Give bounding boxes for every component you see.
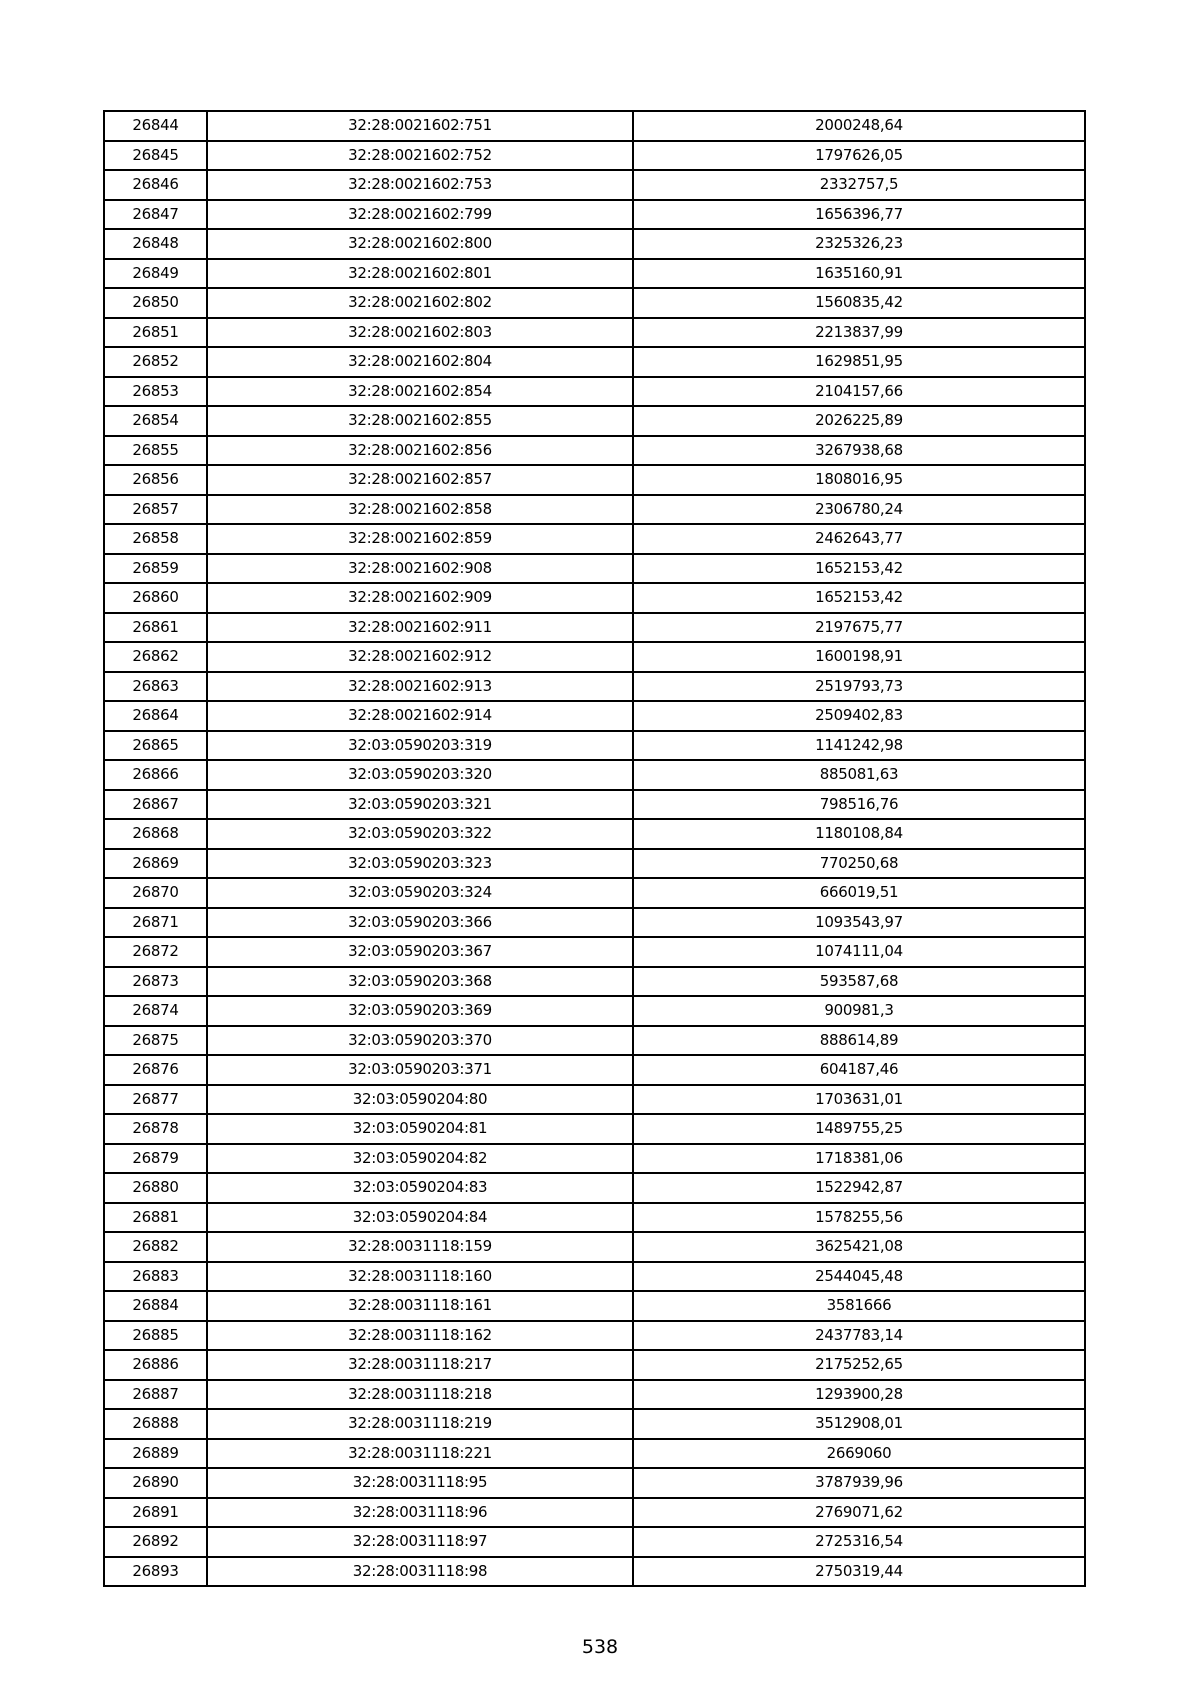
row-number-cell: 26886 [104, 1350, 207, 1380]
row-number-cell: 26870 [104, 878, 207, 908]
cadastral-number-cell: 32:28:0021602:804 [207, 347, 633, 377]
cadastral-value-cell: 1718381,06 [633, 1144, 1085, 1174]
table-row [104, 1527, 1085, 1557]
cadastral-value-cell: 2725316,54 [633, 1527, 1085, 1557]
table-row [104, 937, 1085, 967]
cadastral-value-cell: 2197675,77 [633, 613, 1085, 643]
table-row [104, 967, 1085, 997]
cadastral-value-cell: 1578255,56 [633, 1203, 1085, 1233]
cadastral-value-cell: 1141242,98 [633, 731, 1085, 761]
row-number-cell: 26877 [104, 1085, 207, 1115]
cadastral-value-cell: 2669060 [633, 1439, 1085, 1469]
row-number-cell: 26848 [104, 229, 207, 259]
table-row [104, 1055, 1085, 1085]
cadastral-number-cell: 32:28:0021602:801 [207, 259, 633, 289]
cadastral-value-cell: 1293900,28 [633, 1380, 1085, 1410]
cadastral-value-cell: 2769071,62 [633, 1498, 1085, 1528]
cadastral-value-cell: 3267938,68 [633, 436, 1085, 466]
table-row [104, 259, 1085, 289]
row-number-cell: 26855 [104, 436, 207, 466]
cadastral-number-cell: 32:28:0021602:909 [207, 583, 633, 613]
table-row [104, 288, 1085, 318]
table-row [104, 1350, 1085, 1380]
cadastral-number-cell: 32:28:0021602:800 [207, 229, 633, 259]
cadastral-value-cell: 2544045,48 [633, 1262, 1085, 1292]
table-row [104, 790, 1085, 820]
row-number-cell: 26851 [104, 318, 207, 348]
cadastral-number-cell: 32:28:0021602:914 [207, 701, 633, 731]
row-number-cell: 26852 [104, 347, 207, 377]
cadastral-value-cell: 2213837,99 [633, 318, 1085, 348]
cadastral-number-cell: 32:03:0590203:324 [207, 878, 633, 908]
cadastral-number-cell: 32:28:0031118:219 [207, 1409, 633, 1439]
row-number-cell: 26853 [104, 377, 207, 407]
cadastral-value-cell: 1093543,97 [633, 908, 1085, 938]
cadastral-number-cell: 32:28:0021602:858 [207, 495, 633, 525]
cadastral-value-cell: 1656396,77 [633, 200, 1085, 230]
table-row [104, 1173, 1085, 1203]
table-row [104, 760, 1085, 790]
cadastral-value-cell: 1522942,87 [633, 1173, 1085, 1203]
cadastral-number-cell: 32:03:0590203:323 [207, 849, 633, 879]
cadastral-number-cell: 32:28:0021602:803 [207, 318, 633, 348]
table-row [104, 229, 1085, 259]
cadastral-number-cell: 32:03:0590204:81 [207, 1114, 633, 1144]
table-row [104, 878, 1085, 908]
cadastral-number-cell: 32:28:0021602:911 [207, 613, 633, 643]
cadastral-value-cell: 2306780,24 [633, 495, 1085, 525]
cadastral-value-cell: 2332757,5 [633, 170, 1085, 200]
cadastral-number-cell: 32:28:0031118:161 [207, 1291, 633, 1321]
table-row [104, 495, 1085, 525]
cadastral-value-cell: 1652153,42 [633, 583, 1085, 613]
table-row [104, 1144, 1085, 1174]
row-number-cell: 26844 [104, 111, 207, 141]
cadastral-value-cell: 3787939,96 [633, 1468, 1085, 1498]
table-row [104, 406, 1085, 436]
table-row [104, 672, 1085, 702]
cadastral-number-cell: 32:03:0590204:83 [207, 1173, 633, 1203]
row-number-cell: 26875 [104, 1026, 207, 1056]
cadastral-number-cell: 32:28:0031118:97 [207, 1527, 633, 1557]
cadastral-number-cell: 32:03:0590204:80 [207, 1085, 633, 1115]
table-row [104, 642, 1085, 672]
cadastral-number-cell: 32:03:0590203:321 [207, 790, 633, 820]
cadastral-number-cell: 32:28:0031118:221 [207, 1439, 633, 1469]
cadastral-value-cell: 2509402,83 [633, 701, 1085, 731]
cadastral-value-cell: 2437783,14 [633, 1321, 1085, 1351]
cadastral-number-cell: 32:28:0021602:859 [207, 524, 633, 554]
cadastral-value-cell: 2325326,23 [633, 229, 1085, 259]
row-number-cell: 26893 [104, 1557, 207, 1587]
page-number: 538 [581, 1636, 619, 1658]
row-number-cell: 26873 [104, 967, 207, 997]
cadastral-number-cell: 32:28:0021602:856 [207, 436, 633, 466]
table-row [104, 1232, 1085, 1262]
cadastral-value-cell: 2000248,64 [633, 111, 1085, 141]
cadastral-value-cell: 1560835,42 [633, 288, 1085, 318]
cadastral-number-cell: 32:28:0021602:854 [207, 377, 633, 407]
row-number-cell: 26871 [104, 908, 207, 938]
row-number-cell: 26856 [104, 465, 207, 495]
row-number-cell: 26857 [104, 495, 207, 525]
cadastral-value-cell: 885081,63 [633, 760, 1085, 790]
row-number-cell: 26887 [104, 1380, 207, 1410]
table-row [104, 347, 1085, 377]
table-body [104, 111, 1085, 1586]
cadastral-value-cell: 593587,68 [633, 967, 1085, 997]
cadastral-value-table [103, 110, 1086, 1587]
row-number-cell: 26863 [104, 672, 207, 702]
cadastral-value-cell: 798516,76 [633, 790, 1085, 820]
row-number-cell: 26881 [104, 1203, 207, 1233]
table-row [104, 731, 1085, 761]
table-row [104, 554, 1085, 584]
row-number-cell: 26879 [104, 1144, 207, 1174]
row-number-cell: 26858 [104, 524, 207, 554]
cadastral-value-cell: 1629851,95 [633, 347, 1085, 377]
table-row [104, 996, 1085, 1026]
row-number-cell: 26890 [104, 1468, 207, 1498]
cadastral-value-cell: 1797626,05 [633, 141, 1085, 171]
cadastral-value-cell: 1703631,01 [633, 1085, 1085, 1115]
cadastral-number-cell: 32:28:0031118:160 [207, 1262, 633, 1292]
cadastral-value-cell: 1180108,84 [633, 819, 1085, 849]
table-row [104, 1380, 1085, 1410]
table-row [104, 318, 1085, 348]
table-row [104, 436, 1085, 466]
row-number-cell: 26867 [104, 790, 207, 820]
row-number-cell: 26862 [104, 642, 207, 672]
table-row [104, 111, 1085, 141]
row-number-cell: 26878 [104, 1114, 207, 1144]
row-number-cell: 26868 [104, 819, 207, 849]
cadastral-value-cell: 604187,46 [633, 1055, 1085, 1085]
cadastral-value-cell: 2462643,77 [633, 524, 1085, 554]
cadastral-number-cell: 32:28:0021602:799 [207, 200, 633, 230]
table-row [104, 170, 1085, 200]
table-row [104, 524, 1085, 554]
row-number-cell: 26865 [104, 731, 207, 761]
row-number-cell: 26850 [104, 288, 207, 318]
cadastral-number-cell: 32:28:0031118:217 [207, 1350, 633, 1380]
row-number-cell: 26885 [104, 1321, 207, 1351]
row-number-cell: 26891 [104, 1498, 207, 1528]
cadastral-number-cell: 32:28:0021602:857 [207, 465, 633, 495]
table-row [104, 1468, 1085, 1498]
row-number-cell: 26874 [104, 996, 207, 1026]
row-number-cell: 26880 [104, 1173, 207, 1203]
row-number-cell: 26883 [104, 1262, 207, 1292]
cadastral-number-cell: 32:03:0590203:320 [207, 760, 633, 790]
cadastral-number-cell: 32:28:0021602:802 [207, 288, 633, 318]
table-row [104, 200, 1085, 230]
row-number-cell: 26869 [104, 849, 207, 879]
table-row [104, 1085, 1085, 1115]
table-row [104, 1291, 1085, 1321]
row-number-cell: 26846 [104, 170, 207, 200]
cadastral-number-cell: 32:28:0031118:96 [207, 1498, 633, 1528]
cadastral-value-cell: 888614,89 [633, 1026, 1085, 1056]
table-row [104, 583, 1085, 613]
cadastral-number-cell: 32:03:0590204:82 [207, 1144, 633, 1174]
row-number-cell: 26849 [104, 259, 207, 289]
table-row [104, 465, 1085, 495]
row-number-cell: 26889 [104, 1439, 207, 1469]
cadastral-value-cell: 1600198,91 [633, 642, 1085, 672]
row-number-cell: 26859 [104, 554, 207, 584]
cadastral-value-cell: 1489755,25 [633, 1114, 1085, 1144]
row-number-cell: 26861 [104, 613, 207, 643]
cadastral-value-cell: 3581666 [633, 1291, 1085, 1321]
cadastral-value-cell: 1808016,95 [633, 465, 1085, 495]
cadastral-value-cell: 3512908,01 [633, 1409, 1085, 1439]
row-number-cell: 26866 [104, 760, 207, 790]
cadastral-value-cell: 2104157,66 [633, 377, 1085, 407]
row-number-cell: 26847 [104, 200, 207, 230]
cadastral-value-cell: 2026225,89 [633, 406, 1085, 436]
row-number-cell: 26892 [104, 1527, 207, 1557]
cadastral-number-cell: 32:03:0590203:371 [207, 1055, 633, 1085]
table-row [104, 701, 1085, 731]
row-number-cell: 26854 [104, 406, 207, 436]
cadastral-number-cell: 32:28:0031118:159 [207, 1232, 633, 1262]
cadastral-number-cell: 32:28:0031118:98 [207, 1557, 633, 1587]
row-number-cell: 26882 [104, 1232, 207, 1262]
row-number-cell: 26845 [104, 141, 207, 171]
cadastral-number-cell: 32:28:0021602:913 [207, 672, 633, 702]
cadastral-number-cell: 32:03:0590203:368 [207, 967, 633, 997]
cadastral-value-cell: 2750319,44 [633, 1557, 1085, 1587]
table-row [104, 908, 1085, 938]
cadastral-number-cell: 32:03:0590203:367 [207, 937, 633, 967]
table-row [104, 1026, 1085, 1056]
cadastral-number-cell: 32:03:0590203:370 [207, 1026, 633, 1056]
cadastral-number-cell: 32:28:0021602:751 [207, 111, 633, 141]
table-row [104, 1557, 1085, 1587]
cadastral-number-cell: 32:28:0021602:855 [207, 406, 633, 436]
cadastral-number-cell: 32:28:0021602:752 [207, 141, 633, 171]
cadastral-number-cell: 32:28:0021602:912 [207, 642, 633, 672]
table-row [104, 141, 1085, 171]
cadastral-value-cell: 1074111,04 [633, 937, 1085, 967]
table-row [104, 613, 1085, 643]
table-row [104, 1409, 1085, 1439]
table-row [104, 819, 1085, 849]
cadastral-number-cell: 32:03:0590203:319 [207, 731, 633, 761]
cadastral-value-cell: 2519793,73 [633, 672, 1085, 702]
table-row [104, 1498, 1085, 1528]
cadastral-number-cell: 32:28:0031118:218 [207, 1380, 633, 1410]
cadastral-value-cell: 3625421,08 [633, 1232, 1085, 1262]
cadastral-number-cell: 32:28:0031118:162 [207, 1321, 633, 1351]
row-number-cell: 26872 [104, 937, 207, 967]
cadastral-number-cell: 32:03:0590203:322 [207, 819, 633, 849]
row-number-cell: 26864 [104, 701, 207, 731]
row-number-cell: 26860 [104, 583, 207, 613]
table-row [104, 1262, 1085, 1292]
cadastral-number-cell: 32:28:0021602:908 [207, 554, 633, 584]
table-row [104, 1203, 1085, 1233]
cadastral-number-cell: 32:03:0590203:366 [207, 908, 633, 938]
cadastral-number-cell: 32:03:0590203:369 [207, 996, 633, 1026]
cadastral-number-cell: 32:03:0590204:84 [207, 1203, 633, 1233]
cadastral-number-cell: 32:28:0031118:95 [207, 1468, 633, 1498]
cadastral-value-cell: 770250,68 [633, 849, 1085, 879]
cadastral-value-cell: 900981,3 [633, 996, 1085, 1026]
cadastral-value-cell: 2175252,65 [633, 1350, 1085, 1380]
table-row [104, 377, 1085, 407]
cadastral-value-cell: 1652153,42 [633, 554, 1085, 584]
cadastral-value-cell: 666019,51 [633, 878, 1085, 908]
row-number-cell: 26888 [104, 1409, 207, 1439]
cadastral-number-cell: 32:28:0021602:753 [207, 170, 633, 200]
cadastral-value-cell: 1635160,91 [633, 259, 1085, 289]
table-row [104, 1439, 1085, 1469]
table-row [104, 849, 1085, 879]
row-number-cell: 26884 [104, 1291, 207, 1321]
table-row [104, 1114, 1085, 1144]
table-row [104, 1321, 1085, 1351]
row-number-cell: 26876 [104, 1055, 207, 1085]
